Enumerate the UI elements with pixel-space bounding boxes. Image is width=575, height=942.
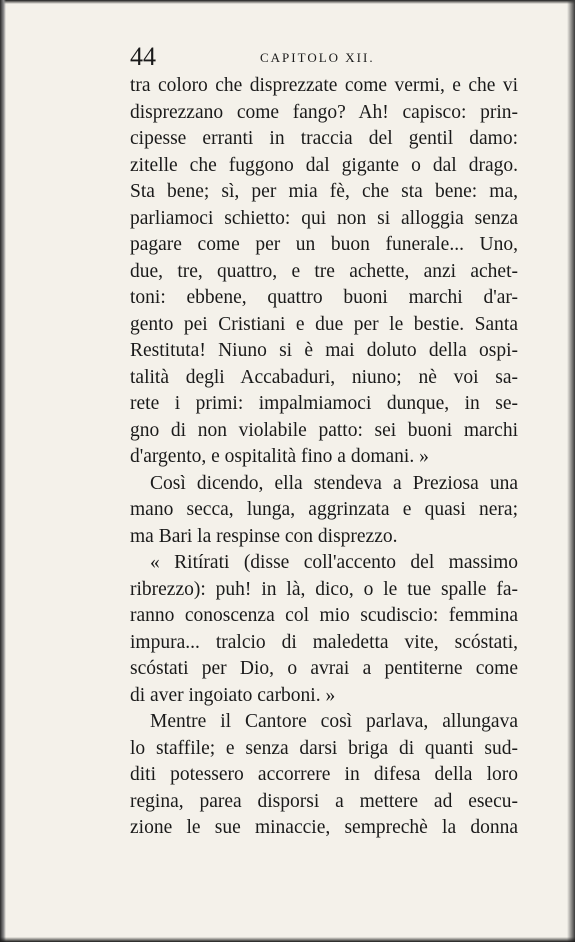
text-line: disprezzano come fango? Ah! capisco: prin- (130, 101, 518, 123)
text-line: rete i primi: impalmiamoci dunque, in se- (130, 393, 518, 414)
text-line: Mentre il Cantore così parlava, allungava (150, 711, 518, 732)
text-line: mano secca, lunga, aggrinzata e quasi nera; (130, 499, 518, 520)
text-line: di aver ingoiato carboni. » (130, 684, 336, 706)
text-line: gento pei Cristiani e due per le bestie. Santa (130, 313, 518, 335)
body-text (130, 73, 518, 842)
text-line: Restituta! Niuno si è mai doluto della ospi- (130, 340, 518, 361)
text-line: « Ritírati (disse coll'accento del massimo (150, 552, 518, 573)
text-line: diti potessero accorrere in difesa della loro (130, 764, 518, 785)
text-line: Sta bene; sì, per mia fè, che sta bene: ma, (130, 181, 518, 202)
text-line: Così dicendo, ella stendeva a Preziosa una (150, 472, 518, 494)
text-line: parliamoci schietto: qui non si alloggia senza (130, 207, 518, 229)
page-left-edge (0, 0, 6, 942)
text-line: ranno conoscenza col mio scudiscio: femmina (130, 605, 518, 626)
text-line: talità degli Accabaduri, niuno; nè voi sa- (130, 366, 518, 388)
page-top-edge (0, 0, 575, 4)
text-line: ribrezzo): puh! in là, dico, o le tue spalle fa- (130, 578, 518, 600)
text-line: pagare come per un buon funerale... Uno, (130, 234, 518, 255)
page-right-edge (567, 0, 575, 942)
running-head: CAPITOLO XII. (260, 50, 375, 65)
page-bottom-edge (0, 937, 575, 942)
text-line: lo staffile; e senza darsi briga di quanti sud- (130, 737, 518, 759)
text-line: toni: ebbene, quattro buoni marchi d'ar- (130, 287, 518, 308)
text-line: regina, parea disporsi a mettere ad esecu- (130, 790, 518, 812)
text-line: zitelle che fuggono dal gigante o dal drago. (130, 154, 518, 176)
text-line: due, tre, quattro, e tre achette, anzi achet- (130, 260, 518, 282)
page-header (130, 40, 520, 72)
text-line: gno di non violabile patto: sei buoni marchi (130, 419, 518, 441)
text-line: zione le sue minaccie, semprechè la donna (130, 817, 518, 838)
text-line: tra coloro che disprezzate come vermi, e che vi (130, 75, 518, 96)
text-line: scóstati per Dio, o avrai a pentiterne come (130, 658, 518, 679)
text-line: cipesse erranti in traccia del gentil damo: (130, 128, 518, 149)
page-number: 44 (130, 42, 156, 71)
text-line: impura... tralcio di maledetta vite, scóstati, (130, 631, 518, 653)
text-line: d'argento, e ospitalità fino a domani. » (130, 446, 429, 467)
text-line: ma Bari la respinse con disprezzo. (130, 525, 398, 547)
